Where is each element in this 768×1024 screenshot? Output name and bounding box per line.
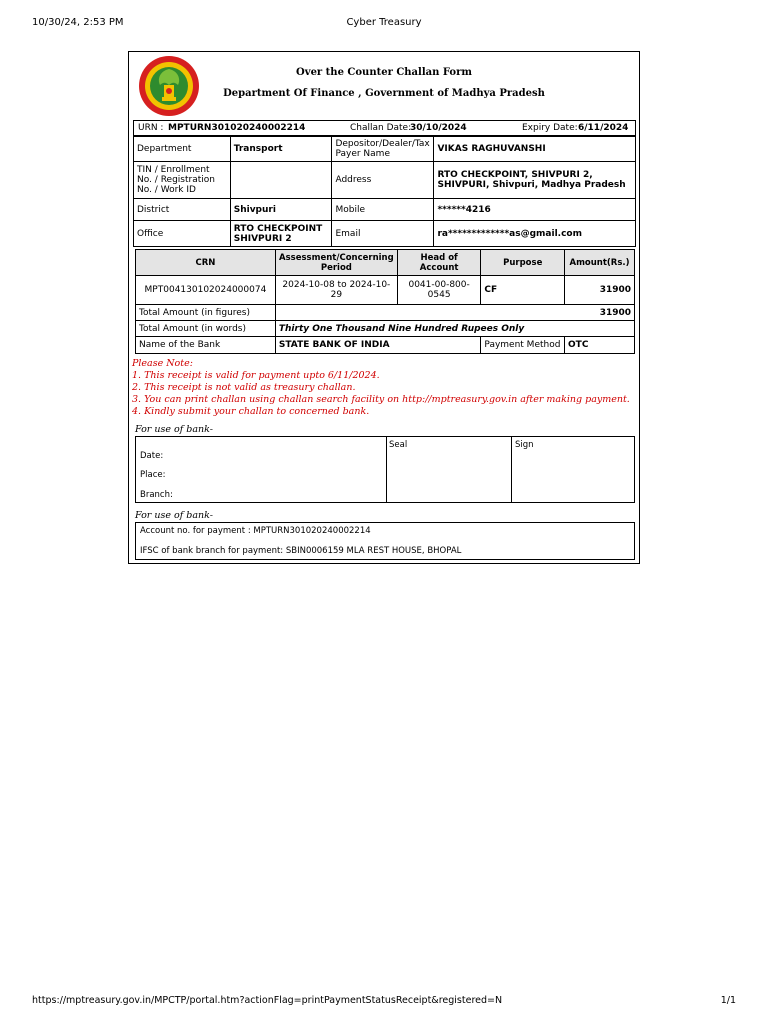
table-row [134, 137, 636, 162]
bank-value: STATE BANK OF INDIA [275, 337, 481, 354]
mobile-value: ******4216 [434, 199, 636, 221]
purpose-value: CF [481, 276, 565, 305]
urn-row [133, 120, 636, 136]
amount-value: 31900 [565, 276, 635, 305]
expiry-date-value: 6/11/2024 [578, 123, 629, 133]
expiry-date-label: Expiry Date: [522, 123, 578, 133]
department-label: Department [134, 137, 231, 162]
office-value: RTO CHECKPOINT SHIVPURI 2 [230, 221, 332, 247]
table-row [136, 321, 635, 337]
tin-label: TIN / Enrollment No. / Registration No. / Work ID [134, 162, 231, 199]
amount-header: Amount(Rs.) [565, 250, 635, 276]
ifsc-line: IFSC of bank branch for payment: SBIN0006159 MLA REST HOUSE, BHOPAL [140, 546, 462, 556]
total-words-value: Thirty One Thousand Nine Hundred Rupees Only [275, 321, 634, 337]
mp-government-emblem-icon [138, 55, 200, 117]
table-row [136, 276, 635, 305]
note-item: 2. This receipt is not valid as treasury challan. [132, 382, 356, 393]
bank-label: Name of the Bank [136, 337, 276, 354]
department-line: Department Of Finance , Government of Madhya Pradesh [223, 88, 545, 99]
seal-label: Seal [389, 440, 408, 450]
total-words-label: Total Amount (in words) [136, 321, 276, 337]
department-value: Transport [230, 137, 332, 162]
mobile-label: Mobile [332, 199, 434, 221]
head-value: 0041-00-800-0545 [397, 276, 481, 305]
seal-cell [386, 437, 512, 502]
table-row [136, 305, 635, 321]
payment-method-label: Payment Method [481, 337, 565, 354]
account-box [135, 522, 635, 560]
district-value: Shivpuri [230, 199, 332, 221]
payment-table [135, 249, 635, 354]
depositor-label: Depositor/Dealer/Tax Payer Name [332, 137, 434, 162]
urn-value: MPTURN301020240002214 [168, 123, 306, 133]
total-figures-value: 31900 [275, 305, 634, 321]
purpose-header: Purpose [481, 250, 565, 276]
challan-sheet [128, 51, 640, 564]
period-header: Assessment/Concerning Period [275, 250, 397, 276]
table-row [134, 162, 636, 199]
table-row [134, 199, 636, 221]
bank-use-label: For use of bank- [135, 424, 213, 435]
form-title: Over the Counter Challan Form [296, 67, 472, 78]
table-row [134, 221, 636, 247]
table-row [136, 337, 635, 354]
office-label: Office [134, 221, 231, 247]
bank-use-details-cell [136, 437, 387, 502]
account-line: Account no. for payment : MPTURN301020240002214 [140, 526, 371, 536]
email-label: Email [332, 221, 434, 247]
bank-date-label: Date: [140, 451, 164, 461]
sign-cell [512, 437, 632, 502]
bank-use-box [135, 436, 635, 503]
address-value: RTO CHECKPOINT, SHIVPURI 2, SHIVPURI, Shivpuri, Madhya Pradesh [434, 162, 636, 199]
print-title: Cyber Treasury [346, 17, 422, 28]
challan-date-label: Challan Date: [350, 123, 412, 133]
tin-value [230, 162, 332, 199]
district-label: District [134, 199, 231, 221]
head-header: Head of Account [397, 250, 481, 276]
bank-place-label: Place: [140, 470, 166, 480]
crn-value: MPT004130102024000074 [136, 276, 276, 305]
address-label: Address [332, 162, 434, 199]
bank-use-label-2: For use of bank- [135, 510, 213, 521]
table-header-row [136, 250, 635, 276]
payment-method-value: OTC [565, 337, 635, 354]
details-table [133, 136, 636, 247]
depositor-value: VIKAS RAGHUVANSHI [434, 137, 636, 162]
page-number: 1/1 [720, 995, 736, 1006]
note-item: 4. Kindly submit your challan to concerned bank. [132, 406, 370, 417]
note-item: 3. You can print challan using challan search facility on http://mptreasury.gov.in after making payment. [132, 394, 630, 405]
bank-branch-label: Branch: [140, 490, 173, 500]
print-datetime: 10/30/24, 2:53 PM [32, 17, 124, 28]
challan-date-value: 30/10/2024 [410, 123, 467, 133]
total-figures-label: Total Amount (in figures) [136, 305, 276, 321]
notes-block [132, 358, 630, 418]
urn-label: URN : [138, 123, 164, 133]
print-url: https://mptreasury.gov.in/MPCTP/portal.htm?actionFlag=printPaymentStatusReceipt&registered=N [32, 995, 503, 1006]
email-value: ra*************as@gmail.com [434, 221, 636, 247]
notes-heading: Please Note: [132, 358, 193, 369]
period-value: 2024-10-08 to 2024-10-29 [275, 276, 397, 305]
note-item: 1. This receipt is valid for payment upto 6/11/2024. [132, 370, 380, 381]
crn-header: CRN [136, 250, 276, 276]
sign-label: Sign [515, 440, 534, 450]
